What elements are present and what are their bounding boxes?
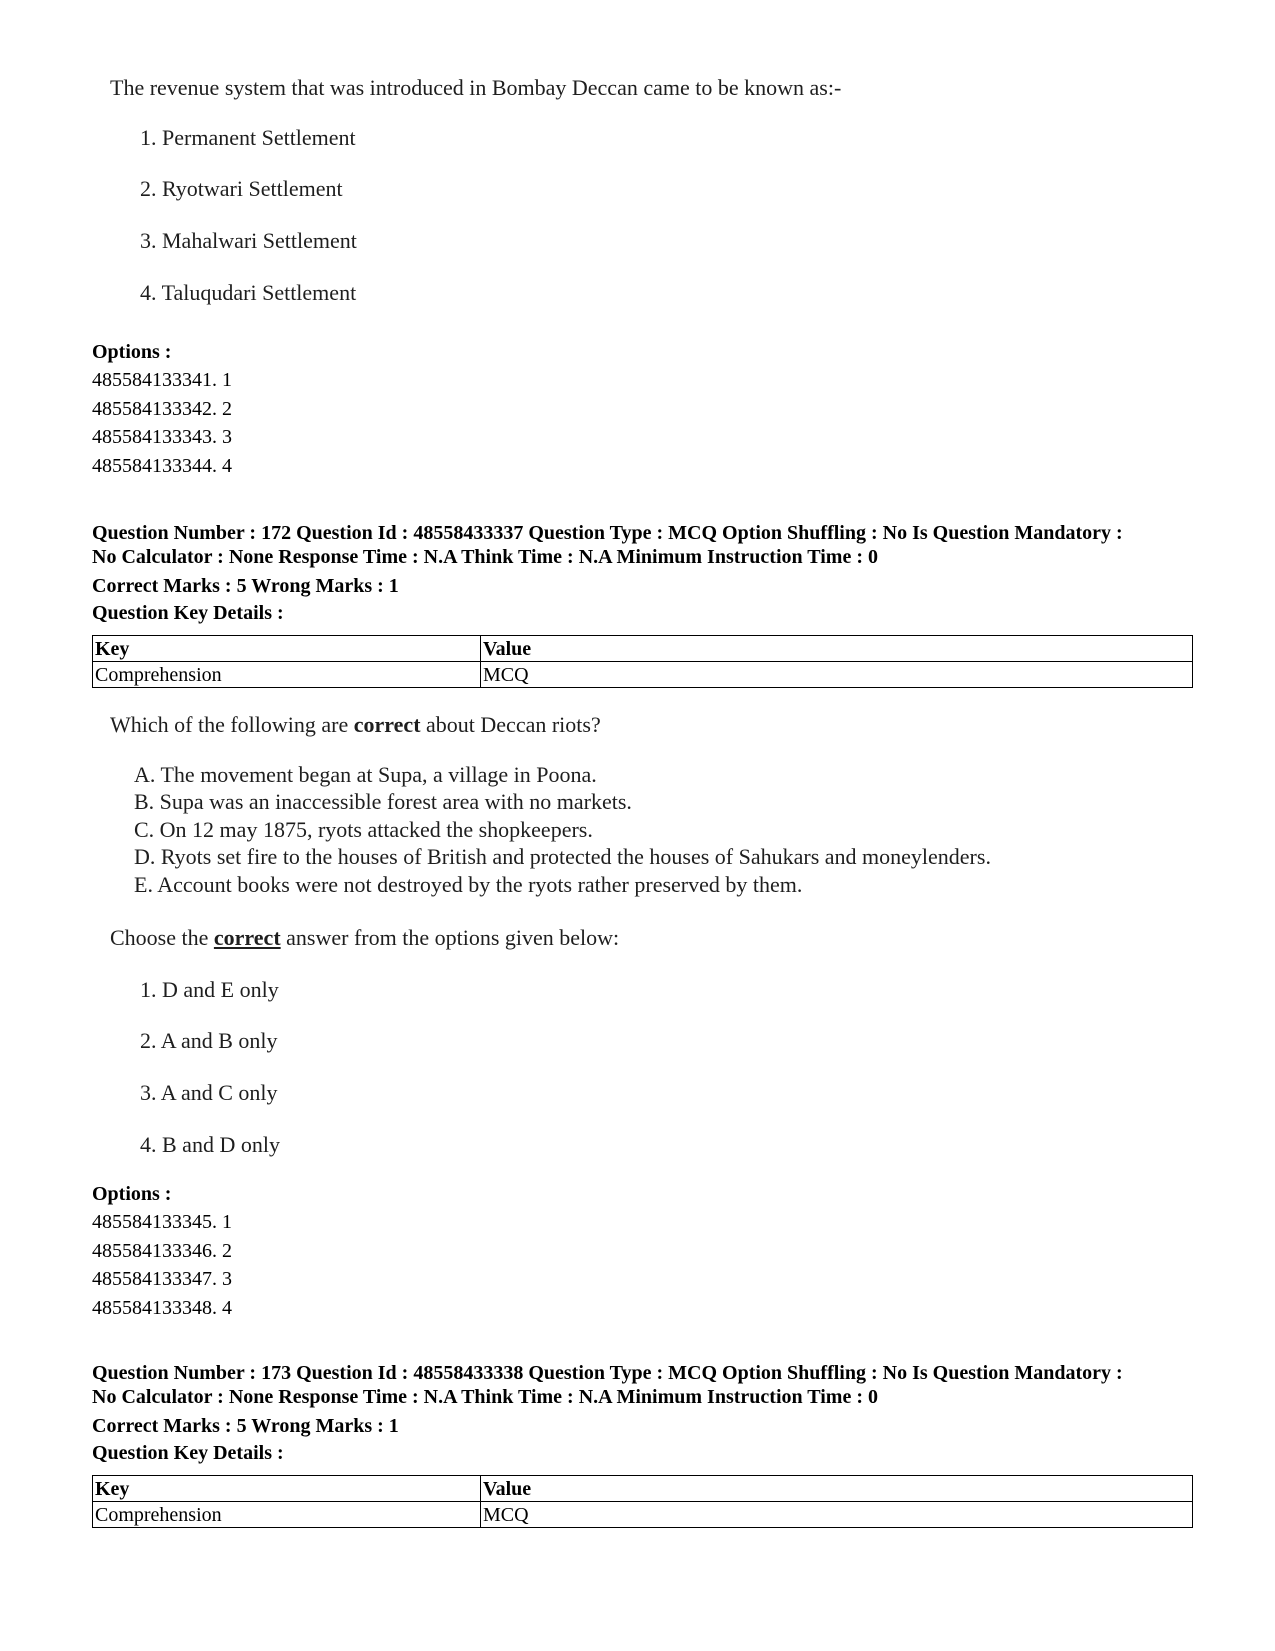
table-row bbox=[93, 662, 1193, 688]
q172-choice-2: 2. A and B only bbox=[140, 1028, 278, 1053]
q172-question-block bbox=[110, 711, 991, 898]
q172-question-post: about Deccan riots? bbox=[420, 712, 601, 737]
q172-choice-3: 3. A and C only bbox=[140, 1080, 278, 1105]
q172-option-1: 485584133345. 1 bbox=[92, 1211, 232, 1233]
q171-option-2: 485584133342. 2 bbox=[92, 397, 232, 420]
q171-question-text: The revenue system that was introduced in Bombay Deccan came to be known as:- bbox=[110, 75, 842, 100]
q173-key-table bbox=[92, 1475, 1193, 1528]
table-header-row bbox=[93, 636, 1193, 662]
q171-options-list bbox=[92, 366, 1192, 480]
q171-question-block bbox=[110, 74, 842, 305]
key-cell: Comprehension bbox=[93, 662, 481, 688]
q171-choice-4: 4. Taluqudari Settlement bbox=[140, 280, 357, 305]
q171-option-3: 485584133343. 3 bbox=[92, 426, 232, 448]
q171-options-label: Options : bbox=[92, 341, 172, 363]
q171-option-4: 485584133344. 4 bbox=[92, 454, 232, 477]
q172-question-text bbox=[110, 711, 991, 739]
q172-header-line1: Question Number : 172 Question Id : 48558433337 Question Type : MCQ Option Shuffling : No Is Question Mandatory : bbox=[92, 522, 1123, 544]
q172-marks: Correct Marks : 5 Wrong Marks : 1 bbox=[92, 575, 399, 597]
q172-statement-e: E. Account books were not destroyed by the ryots rather preserved by them. bbox=[134, 871, 803, 897]
q172-choose-pre: Choose the bbox=[110, 925, 214, 950]
q172-choose-post: answer from the options given below: bbox=[280, 925, 620, 950]
value-cell: MCQ bbox=[481, 1502, 1193, 1528]
q172-statement-c: C. On 12 may 1875, ryots attacked the shopkeepers. bbox=[134, 816, 593, 842]
q172-choose-text bbox=[110, 924, 619, 952]
q171-options-section bbox=[92, 338, 1192, 480]
q172-header bbox=[92, 522, 1192, 627]
q172-options-section bbox=[92, 1180, 1192, 1322]
key-header: Key bbox=[93, 1476, 481, 1502]
q172-options-label: Options : bbox=[92, 1183, 172, 1205]
q172-option-2: 485584133346. 2 bbox=[92, 1239, 232, 1262]
value-cell: MCQ bbox=[481, 662, 1193, 688]
table-header-row bbox=[93, 1476, 1193, 1502]
q171-option-1: 485584133341. 1 bbox=[92, 369, 232, 391]
value-header: Value bbox=[481, 1476, 1193, 1502]
q172-choice-1: 1. D and E only bbox=[140, 977, 279, 1002]
q172-choice-4: 4. B and D only bbox=[140, 1132, 280, 1157]
q172-statement-d: D. Ryots set fire to the houses of British and protected the houses of Sahukars and moneylenders. bbox=[134, 844, 991, 870]
q172-statement-b: B. Supa was an inaccessible forest area with no markets. bbox=[134, 789, 632, 815]
q172-statement-a: A. The movement began at Supa, a village in Poona. bbox=[134, 762, 597, 787]
q172-question-pre: Which of the following are bbox=[110, 712, 354, 737]
q172-key-details-label: Question Key Details : bbox=[92, 602, 284, 624]
q172-choose-block bbox=[110, 924, 620, 1157]
q171-choice-1: 1. Permanent Settlement bbox=[140, 125, 356, 150]
q173-header-line1: Question Number : 173 Question Id : 48558433338 Question Type : MCQ Option Shuffling : No Is Question Mandatory : bbox=[92, 1362, 1123, 1384]
q172-statement-list bbox=[110, 761, 991, 898]
q172-choose-bold: correct bbox=[213, 925, 281, 950]
q171-choice-3: 3. Mahalwari Settlement bbox=[140, 228, 357, 253]
q173-header bbox=[92, 1362, 1192, 1467]
q172-options-list bbox=[92, 1208, 1192, 1322]
q172-option-3: 485584133347. 3 bbox=[92, 1268, 232, 1290]
value-header: Value bbox=[481, 636, 1193, 662]
q172-header-line2: No Calculator : None Response Time : N.A Think Time : N.A Minimum Instruction Time : 0 bbox=[92, 545, 878, 568]
q171-choice-2: 2. Ryotwari Settlement bbox=[140, 176, 343, 201]
q172-question-bold: correct bbox=[353, 712, 421, 737]
q173-key-details-label: Question Key Details : bbox=[92, 1442, 284, 1464]
q172-option-4: 485584133348. 4 bbox=[92, 1296, 232, 1319]
key-header: Key bbox=[93, 636, 481, 662]
q173-marks: Correct Marks : 5 Wrong Marks : 1 bbox=[92, 1415, 399, 1437]
q172-key-table bbox=[92, 635, 1193, 688]
table-row bbox=[93, 1502, 1193, 1528]
key-cell: Comprehension bbox=[93, 1502, 481, 1528]
q173-header-line2: No Calculator : None Response Time : N.A Think Time : N.A Minimum Instruction Time : 0 bbox=[92, 1385, 878, 1408]
